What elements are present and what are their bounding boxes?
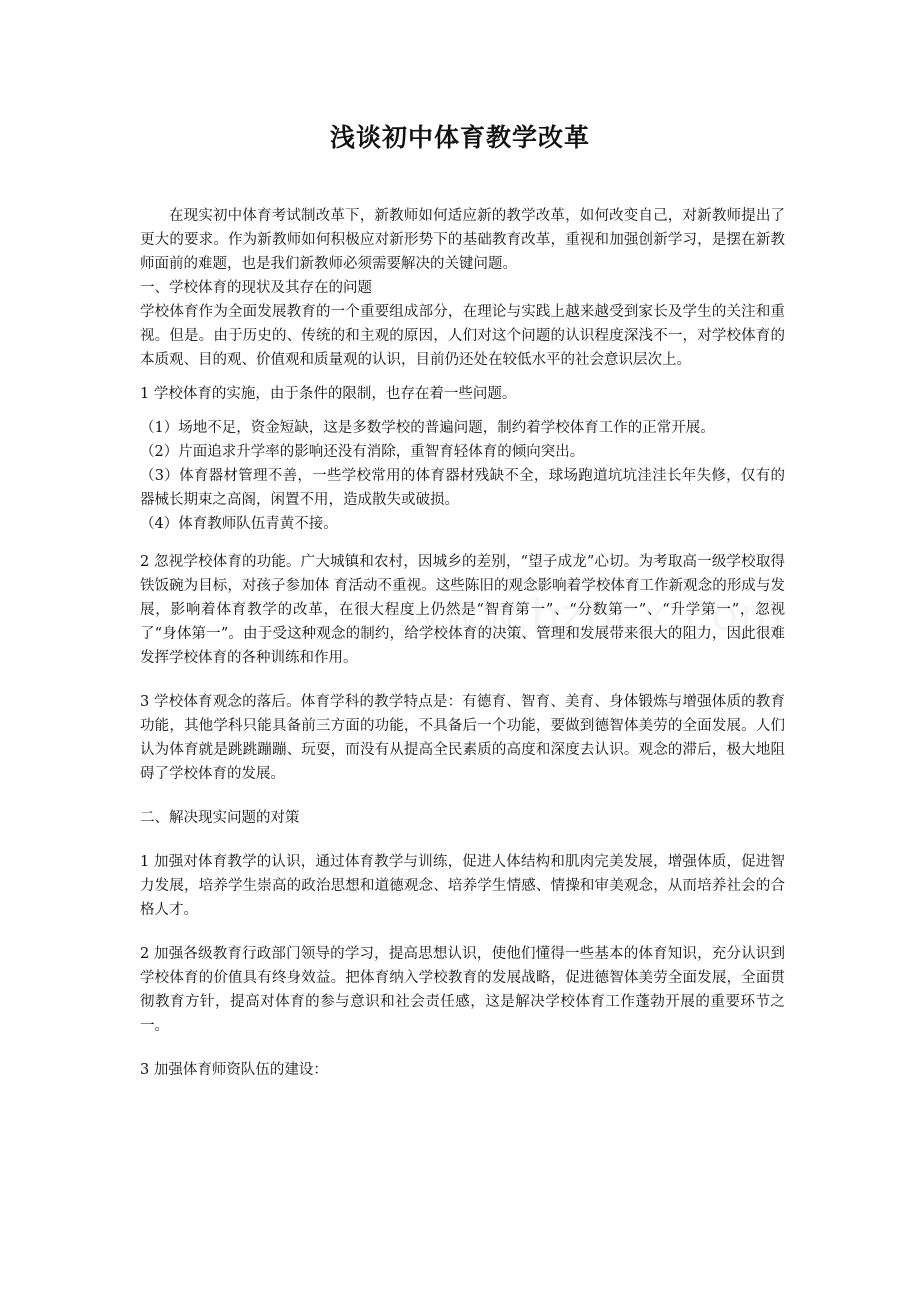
section-heading-2: 二、解决现实问题的对策: [140, 810, 300, 826]
sub-list-item: （2）片面追求升学率的影响还没有消除，重智育轻体育的倾向突出。: [140, 444, 585, 460]
list-item: 3 加强体育师资队伍的建设：: [140, 1062, 328, 1078]
list-item: 1 学校体育的实施，由于条件的限制，也存在着一些问题。: [140, 386, 517, 402]
list-item: 2 忽视学校体育的功能。广大城镇和农村，因城乡的差别，“望子成龙”心切。为考取高一级学校取得铁饭碗为目标，对孩子参加体 育活动不重视。这些陈旧的观念影响着学校体育工作新观念的形成与发展，影响着体育教学的改革，在很大程度上仍然是“智育第一”、“分数第一”、“升学第一”，忽视了“身体第一”。由于受这种观念的制约，给学校体育的决策、管理和发展带来很大的阻力，因此很难发挥学校体育的各种训练和作用。: [140, 554, 785, 666]
list-item: 3 学校体育观念的落后。体育学科的教学特点是：有德育、智育、美育、身体锻炼与增强体质的教育功能，其他学科只能具备前三方面的功能，不具备后一个功能，要做到德智体美劳的全面发展。人们认为体育就是跳跳蹦蹦、玩耍，而没有从提高全民素质的高度和深度去认识。观念的滞后，极大地阻碍了学校体育的发展。: [140, 694, 785, 782]
list-item: 1 加强对体育教学的认识，通过体育教学与训练，促进人体结构和肌肉完美发展，增强体质，促进智力发展，培养学生崇高的政治思想和道德观念、培养学生情感、情操和审美观念，从而培养社会的合格人才。: [140, 854, 785, 918]
paragraph: 学校体育作为全面发展教育的一个重要组成部分，在理论与实践上越来越受到家长及学生的关注和重视。但是。由于历史的、传统的和主观的原因，人们对这个问题的认识程度深浅不一，对学校体育的本质观、目的观、价值观和质量观的认识，目前仍还处在较低水平的社会意识层次上。: [140, 304, 785, 368]
sub-list-item: （4）体育教师队伍青黄不接。: [140, 516, 338, 532]
intro-paragraph: 在现实初中体育考试制改革下，新教师如何适应新的教学改革，如何改变自己，对新教师提出了更大的要求。作为新教师如何积极应对新形势下的基础教育改革，重视和加强创新学习，是摆在新教师面前的难题，也是我们新教师必须需要解决的关键问题。: [140, 208, 785, 272]
section-heading-1: 一、学校体育的现状及其存在的问题: [140, 280, 372, 296]
list-item: 2 加强各级教育行政部门领导的学习，提高思想认识，使他们懂得一些基本的体育知识，充分认识到学校体育的价值具有终身效益。把体育纳入学校教育的发展战略，促进德智体美劳全面发展，全面贯彻教育方针，提高对体育的参与意识和社会责任感，这是解决学校体育工作蓬勃开展的重要环节之一。: [140, 946, 785, 1034]
document-title: 浅谈初中体育教学改革: [329, 123, 590, 152]
sub-list-item: （3）体育器材管理不善，一些学校常用的体育器材残缺不全，球场跑道坑坑洼洼长年失修，仅有的器械长期束之高阁，闲置不用，造成散失或破损。: [140, 468, 785, 508]
sub-list-item: （1）场地不足，资金短缺，这是多数学校的普遍问题，制约着学校体育工作的正常开展。: [140, 420, 715, 436]
document-body: [140, 204, 785, 1082]
